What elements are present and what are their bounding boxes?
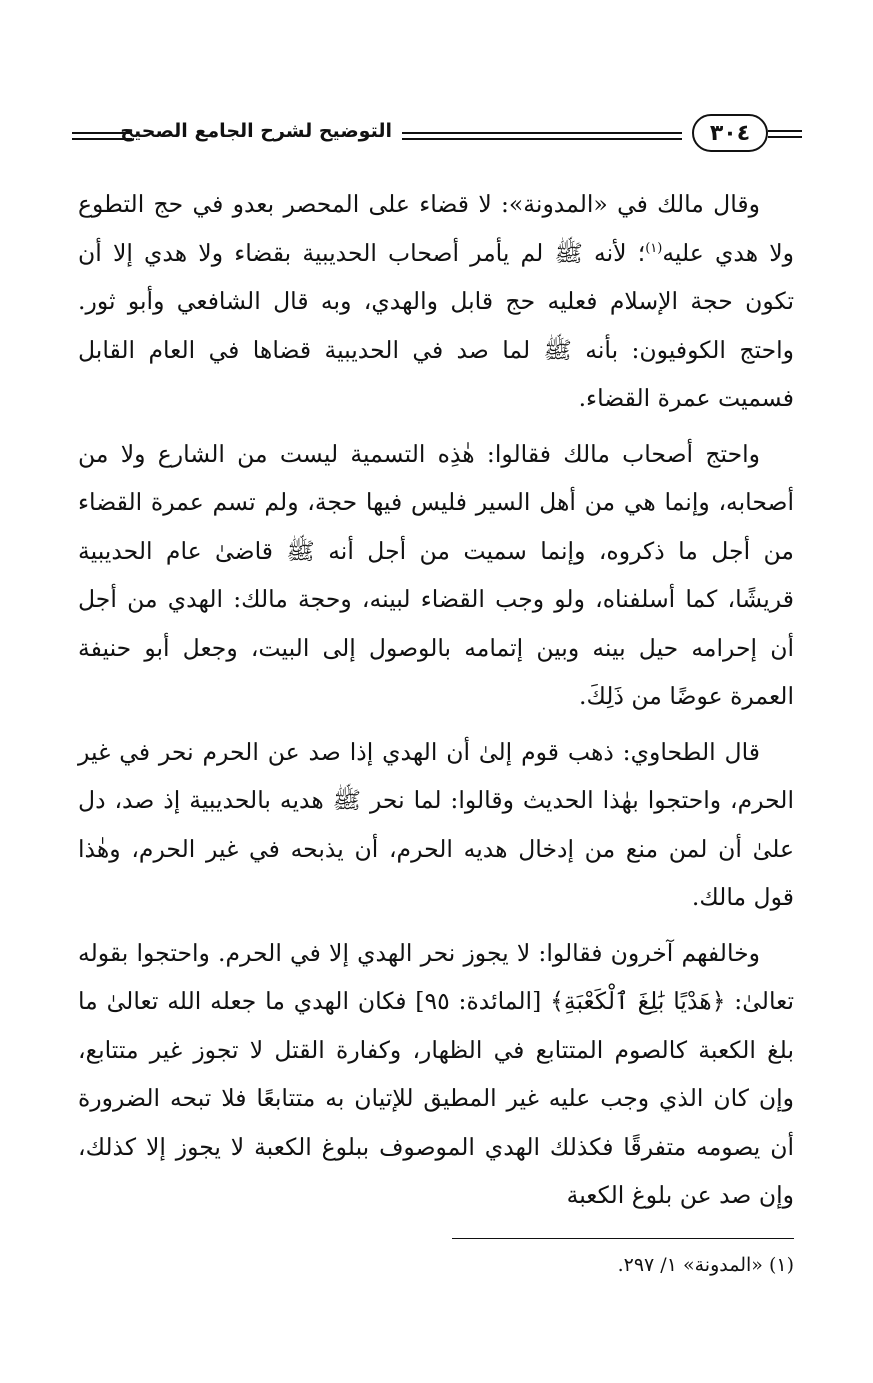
paragraph-text: ؛ لأنه ﷺ لم يأمر أصحاب الحديبية بقضاء ولا هدي إلا أن تكون حجة الإسلام فعليه حج قابل والهدي، وبه قال الشافعي وأبو ثور. واحتج الكوفيون: بأنه ﷺ لما صد في الحديبية قضاها في العام القابل فسميت عمرة القضاء.: [78, 238, 794, 412]
main-text: [78, 180, 794, 1227]
paragraph-text: وقال مالك في «المدونة»: لا قضاء على المحصر بعدو في حج التطوع ولا هدي عليه: [78, 190, 794, 267]
header-rule: [402, 132, 682, 134]
paragraph: واحتج أصحاب مالك فقالوا: هٰذِه التسمية ليست من الشارع ولا من أصحابه، وإنما هي من أهل السير فليس فيها حجة، ولم تسم عمرة القضاء من أجل ما ذكروه، وإنما سميت من أجل أنه ﷺ قاضىٰ عام الحديبية قريشًا، كما أسلفناه، ولو وجب القضاء لبينه، وحجة مالك: الهدي من أجل أن إحرامه حيل بينه وبين إتمامه بالوصول إلى البيت، وجعل أبو حنيفة العمرة عوضًا من ذَلِكَ.: [78, 439, 794, 710]
header-rule: [402, 138, 682, 140]
header-rule: [768, 130, 802, 132]
paragraph: [78, 180, 794, 423]
running-header: [72, 112, 802, 156]
header-rule: [768, 136, 802, 138]
footnote: (١) «المدونة» ١/ ٢٩٧.: [617, 1254, 794, 1276]
book-title: التوضيح لشرح الجامع الصحيح: [120, 120, 392, 142]
page-number: ٣٠٤: [692, 114, 768, 152]
paragraph: وخالفهم آخرون فقالوا: لا يجوز نحر الهدي إلا في الحرم. واحتجوا بقوله تعالىٰ: ﴿هَدْيًا بَٰلِغَ ٱلْكَعْبَةِ﴾ [المائدة: ٩٥] فكان الهدي ما جعله الله تعالىٰ ما بلغ الكعبة كالصوم المتتابع في الظهار، وكفارة القتل لا تجوز غير متتابع، وإن كان الذي وجب عليه غير المطيق للإتيان به متتابعًا فلا تبحه الضرورة أن يصومه متفرقًا فكذلك الهدي الموصوف ببلوغ الكعبة لا يجوز إلا كذلك، وإن صد عن بلوغ الكعبة: [78, 938, 794, 1209]
paragraph: قال الطحاوي: ذهب قوم إلىٰ أن الهدي إذا صد عن الحرم نحر في غير الحرم، واحتجوا بهٰذا الحديث وقالوا: لما نحر ﷺ هديه بالحديبية إذ صد، دل علىٰ أن لمن منع من إدخال هديه الحرم، أن يذبحه في غير الحرم، وهٰذا قول مالك.: [78, 737, 794, 911]
footnote-reference[interactable]: (١): [645, 240, 663, 256]
footnote-separator: [452, 1238, 794, 1239]
